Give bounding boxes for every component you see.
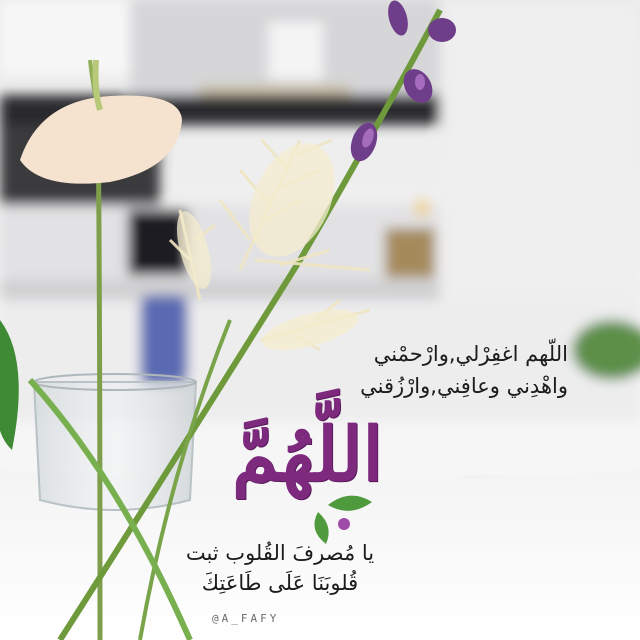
prayer-text-top (360, 338, 568, 402)
prayer-line-3: يا مُصرفَ القُلوب ثبت (185, 541, 375, 565)
flower-ornament-icon (338, 518, 350, 530)
prayer-line-4: قُلوبَنَا عَلَى طَاعَتِكَ (201, 571, 359, 595)
prayer-line-2: واهْدِني وعافِني,وارْزُقني (360, 374, 568, 398)
allah-calligraphy: اللَّهُمَّ (232, 412, 383, 498)
prayer-text-bottom (160, 538, 400, 598)
credit-handle: @A_FAFY (212, 612, 280, 625)
prayer-line-1: اللّهم اغفِرْلي,وارْحمْني (373, 342, 568, 366)
